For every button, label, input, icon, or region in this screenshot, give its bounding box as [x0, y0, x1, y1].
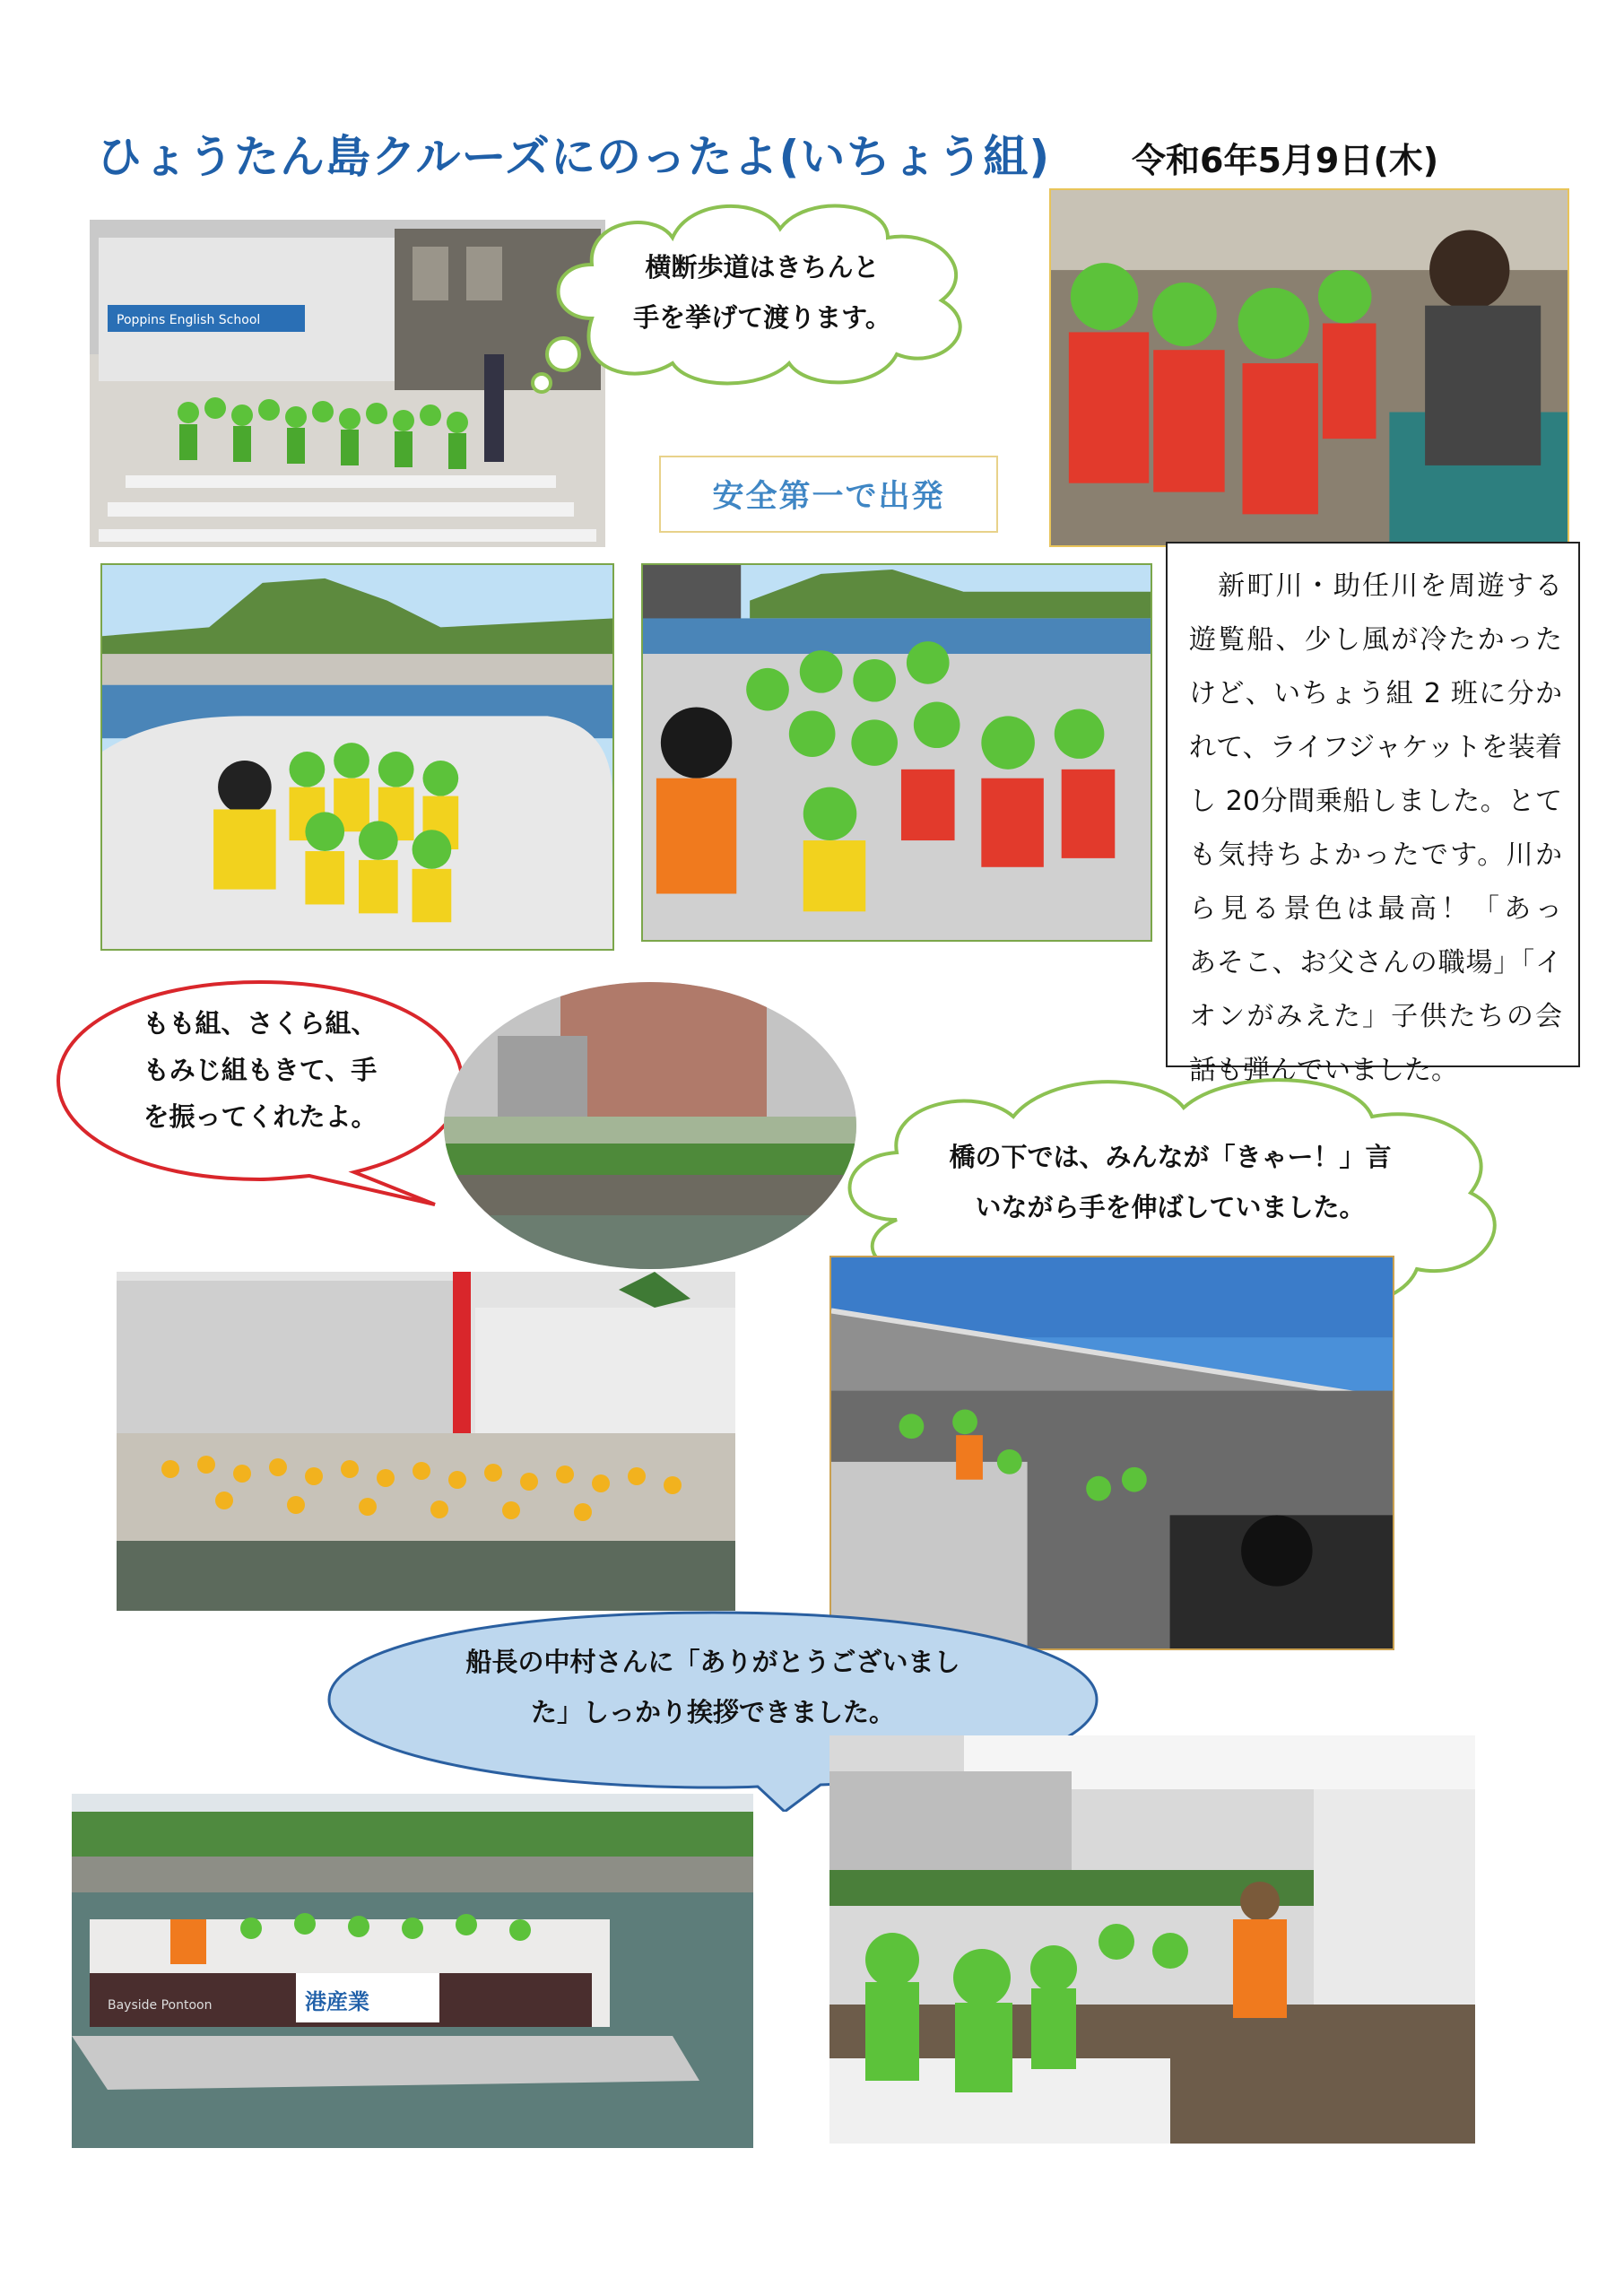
photo-group-steps [117, 1272, 735, 1611]
bubble-captain-text: 船長の中村さんに「ありがとうございまし た」しっかり挨拶できました。 [465, 1647, 960, 1727]
bubble-classes-text: もも組、さくら組、 もみじ組もきて、手 を振ってくれたよ。 [143, 1008, 378, 1132]
bubble-crosswalk-text: 横断歩道はきちんと 手を挙げて渡ります。 [633, 252, 891, 333]
safety-label: 安全第一で出発 [659, 456, 998, 533]
page-title: ひょうたん島クルーズにのったよ(いちょう組) [97, 131, 1051, 183]
photo-disembark [829, 1735, 1475, 2144]
boat-company-sign: 港産業 [305, 1989, 369, 2014]
photo-riverbank-oval [444, 982, 856, 1269]
photo-boat-group-2 [641, 563, 1152, 942]
store-sign: Poppins English School [117, 313, 261, 327]
photo-under-bridge [829, 1256, 1394, 1650]
photo-life-jackets [1049, 188, 1569, 547]
boat-name-sign: Bayside Pontoon [108, 1998, 213, 2013]
photo-boat-river [72, 1794, 753, 2148]
bubble-bridge-text: 橋の下では、みんなが「きゃー！」言 いながら手を伸ばしていました。 [949, 1142, 1392, 1222]
description-box: 新町川・助任川を周遊する遊覧船、少し風が冷たかったけど、いちょう組 2 班に分かれて、ライフジャケットを装着し 20分間乗船しました。とても気持ちよかったです。川から見る景色は最高！「あっ あそこ、お父さんの職場」「イオンがみえた」子供たちの会話も弾んでいました。 [1166, 542, 1580, 1067]
photo-boat-group-1 [100, 563, 614, 951]
date-label: 令和6年5月9日(木) [1132, 141, 1439, 180]
